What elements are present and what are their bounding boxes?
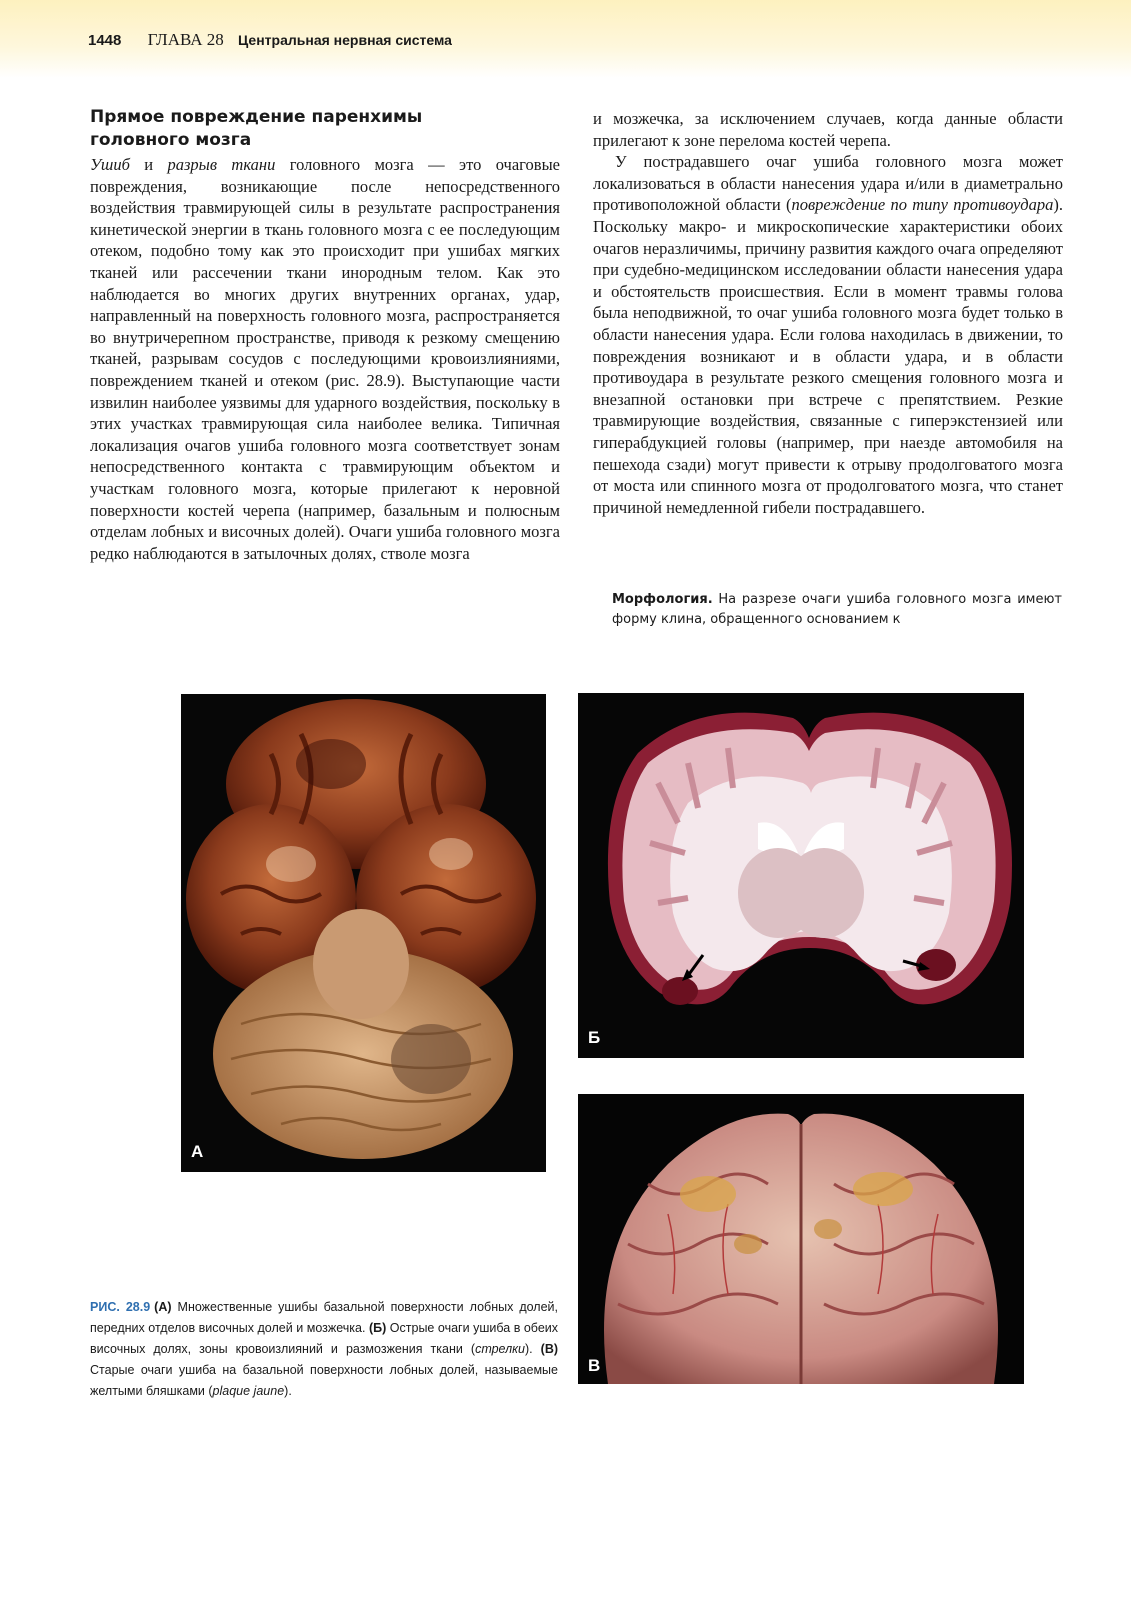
header-line (88, 30, 452, 50)
caption-tag-a: (A) (154, 1300, 172, 1314)
caption-tag-b: (Б) (368, 1321, 387, 1335)
coronal-section-illustration (578, 693, 1024, 1058)
text-run: У пострадавшего очаг ушиба головного мозга может локализоваться в области нанесения удара и/или в диаметрально противоположной области ( (593, 152, 1063, 215)
section-heading (90, 106, 560, 152)
caption-text-c1: Старые очаги ушиба на базальной поверхности лобных долей, называемые желтыми бляшками ( (90, 1363, 558, 1398)
chapter-title: Центральная нервная система (238, 32, 452, 48)
caption-text-c2: ). (284, 1384, 292, 1398)
morphology-text: На разрезе очаги ушиба головного мозга имеют форму клина, обращенного основанием к (612, 592, 1062, 627)
text-run: и (129, 155, 168, 174)
left-column (90, 154, 560, 564)
term-contrecoup: повреждение по типу противоудара (791, 195, 1054, 215)
brain-base-illustration (181, 694, 546, 1172)
term-contusion: Ушиб (90, 155, 130, 174)
figure-b-photo (578, 693, 1024, 1058)
old-contusion-illustration (578, 1094, 1024, 1384)
caption-em-b: стрелки (475, 1342, 525, 1356)
morphology-paragraph (612, 590, 1062, 630)
section-heading-line1: Прямое повреждение паренхимы (90, 107, 423, 127)
text-run: головного мозга — это очаговые повреждения, возникающие после непосредственного воздействия травмирующей силы в результате распространения кинетической энергии в ткань головного мозга с ее последующим отеком, подобно тому как это происходит при ушибах мягких тканей или рассечении ткани инородным телом. Как это наблюдается во многих других внутренних органах, удар, направленный на поверхность головного мозга, распространяется во внутричерепном пространстве, приводя к резкому смещению тканей, разрывам сосудов с последующими кровоизлияниями, повреждением тканей и отеком (рис. 28.9). Выступающие части извилин наиболее уязвимы для ударного воздействия, поскольку в этих участках травмирующая сила наиболее велика. Типичная локализация очагов ушиба головного мозга соответствует зонам непосредственного контакта с травмирующим объектом и участкам головного мозга, которые прилегают к неровной поверхности костей черепа (например, базальным и полюсным отделам лобных и височных долей). Очаги ушиба головного мозга редко наблюдаются в затылочных долях, стволе мозга (90, 155, 560, 563)
caption-text-a: Множественные ушибы базальной поверхности лобных долей, передних отделов височных долей и мозжечка. (90, 1300, 559, 1335)
caption-text-b2: ). (524, 1342, 541, 1356)
figure-a-photo (181, 694, 546, 1172)
morphology-label: Морфология. (612, 592, 713, 607)
figure-caption (90, 1297, 558, 1402)
chapter-number: ГЛАВА 28 (147, 30, 224, 49)
section-heading-line2: головного мозга (90, 130, 252, 150)
right-paragraph-1: и мозжечка, за исключением случаев, когда данные области прилегают к зоне перелома костей черепа. (593, 109, 1063, 150)
term-laceration: разрыв ткани (167, 155, 276, 174)
figure-c-photo (578, 1094, 1024, 1384)
caption-tag-c: (В) (540, 1342, 559, 1356)
caption-text-b1: Острые очаги ушиба в обеих височных долях, зоны кровоизлияний и размозжения ткани ( (90, 1321, 559, 1356)
right-paragraph-2 (593, 151, 1063, 518)
page-number: 1448 (88, 32, 122, 49)
text-run: ). Поскольку макро- и микроскопические характеристики обоих очагов неразличимы, причину развития каждого очага определяют при судебно-медицинском исследовании области нанесения удара и обстоятельств происшествия. Если в момент травмы голова была неподвижной, то очаг ушиба головного мозга будет только в области нанесения удара. Если голова находилась в движении, то повреждения возникают и в области удара, и в области противоудара в результате резкого смещения головного мозга и внезапной остановки при встрече с препятствием. Резкие травмирующие воздействия, связанные с гиперэкстензией или гиперабдукцией головы (например, при наезде автомобиля на пешехода сзади) могут привести к отрыву продолговатого мозга от моста или спинного мозга от продолговатого мозга, что станет причиной немедленной гибели пострадавшего. (593, 195, 1063, 517)
caption-em-c: plaque jaune (212, 1384, 285, 1398)
page-header (0, 0, 1131, 78)
figure-c-label: В (588, 1356, 601, 1375)
caption-figure-id: РИС. 28.9 (90, 1300, 151, 1314)
figure-b-label: Б (588, 1028, 601, 1047)
left-paragraph (90, 154, 560, 564)
figure-a-label: А (191, 1142, 204, 1161)
right-column (593, 108, 1063, 518)
